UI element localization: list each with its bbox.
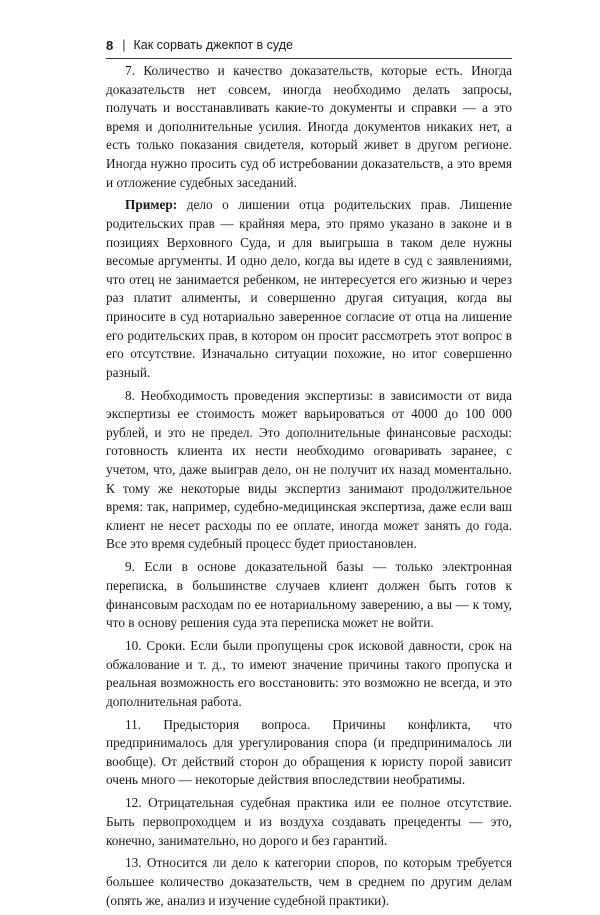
paragraph-7: 7. Количество и качество доказательств, которые есть. Иногда доказательств нет совсем, иногда необходимо делать запросы, получать и восстанавливать какие-то документы и справки — а это время и дополнительные усилия. Иногда документов никаких нет, а есть только показания свидетеля, который живет в другом регионе. Иногда нужно просить суд об истребовании доказательств, а это время и отложение судебных заседаний. xyxy=(106,63,512,190)
page-number: 8 xyxy=(106,37,114,53)
paragraph-13: 13. Относится ли дело к категории споров, по которым требуется большее количество доказательств, чем в среднем по другим делам (опять же, анализ и изучение судебной практики). xyxy=(106,855,512,908)
header-rule xyxy=(106,58,512,59)
example-label: Пример: xyxy=(125,197,178,213)
paragraph-9: 9. Если в основе доказательной базы — только электронная переписка, в большинстве случаев клиент должен быть готов к финансовым расходам по ее нотариальному заверению, а вы — к тому, что в основу решения суда эта переписка может не войти. xyxy=(106,559,512,631)
paragraph-12: 12. Отрицательная судебная практика или ее полное отсутствие. Быть первопроходцем и из воздуха создавать прецеденты — это, конечно, занимательно, но дорого и без гарантий. xyxy=(106,795,512,848)
body-text xyxy=(106,62,512,915)
running-header xyxy=(106,34,506,56)
paragraph-10: 10. Сроки. Если были пропущены срок исковой давности, срок на обжалование и т. д., то имеют значение причины такого пропуска и реальная возможность его восстановить: это возможно не всегда, и это дополнительная работа. xyxy=(106,638,512,709)
paragraph-8: 8. Необходимость проведения экспертизы: в зависимости от вида экспертизы ее стоимость может варьироваться от 4000 до 100 000 рублей, и это не предел. Это дополнительные финансовые расходы: готовность клиента их нести необходимо оговаривать заранее, с учетом, что, даже выиграв дело, он не получит их назад моментально. К тому же некоторые виды экспертиз занимают продолжительное время: так, например, судебно-медицинская экспертиза, даже если ваш клиент не несет расходы по ее оплате, иногда может занять до года. Все это время судебный процесс будет приостановлен. xyxy=(106,387,512,552)
book-title: Как сорвать джекпот в суде xyxy=(133,38,294,52)
header-separator: | xyxy=(122,38,126,52)
example-text: дело о лишении отца родительских прав. Лишение родительских прав — крайняя мера, это прямо указано в законе и в позициях Верховного Суда, и для выигрыша в таком деле нужны весомые аргументы. И одно дело, когда вы идете в суд с заявлениями, что отец не занимается ребенком, не интересуется его жизнью и через раз платит алименты, и совершенно другая ситуация, когда вы приносите в суд нотариально заверенное согласие от отца на лишение его родительских прав, в котором он просит рассмотреть этот вопрос в его отсутствие. Изначально ситуации похожие, но итог совершенно разный. xyxy=(106,197,512,380)
paragraph-11: 11. Предыстория вопроса. Причины конфликта, что предпринималось для урегулирования спора (и предпринималось ли вообще). От действий сторон до обращения к юристу порой зависит очень много — некоторые действия впоследствии необратимы. xyxy=(106,716,512,788)
paragraph-example xyxy=(106,196,512,382)
